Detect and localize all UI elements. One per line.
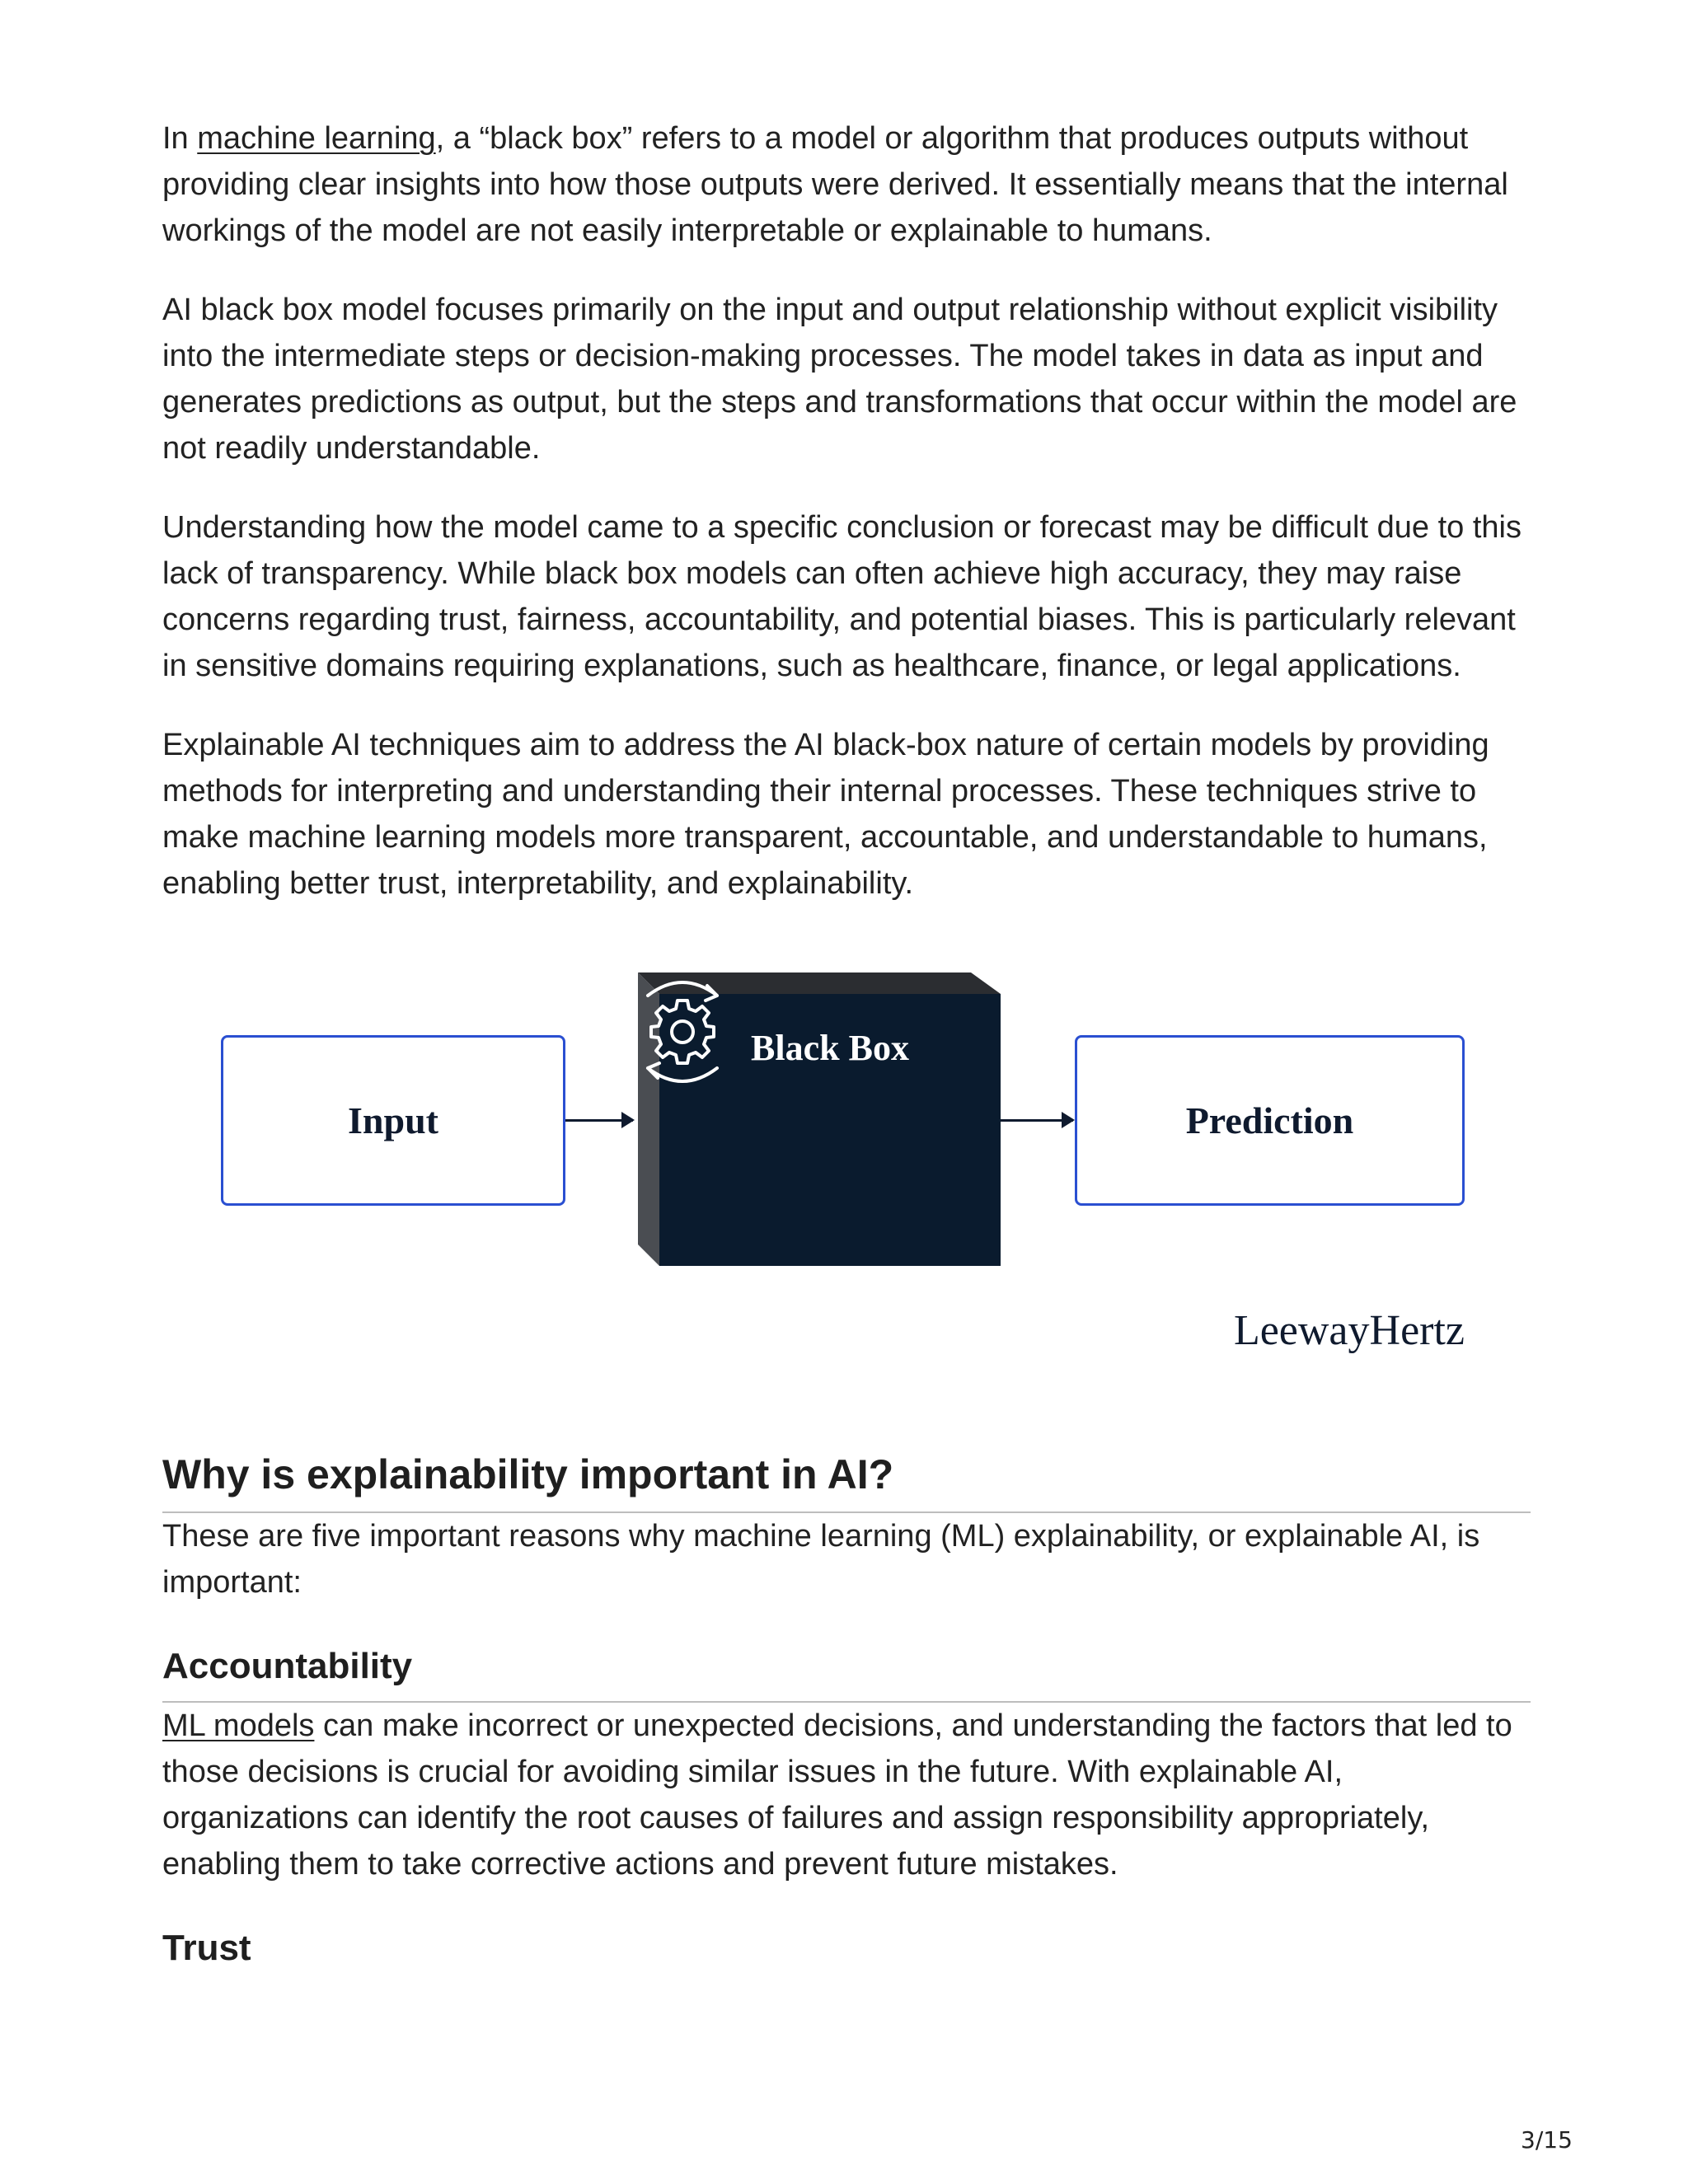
black-box-cube	[638, 972, 1001, 1266]
trust-heading: Trust	[162, 1928, 251, 1968]
accountability-text: can make incorrect or unexpected decisions, and understanding the factors that led to those decisions is crucial for avoiding similar issues in the future. With explainable AI, organizations can identify the root causes of failures and assign responsibility appropriately, enabling them to take corrective actions and prevent future mistakes.	[162, 1708, 1512, 1882]
prediction-box	[1075, 1035, 1465, 1206]
prediction-label: Prediction	[1185, 1099, 1354, 1141]
black-box-diagram	[162, 972, 1531, 1385]
paragraph-input-output: AI black box model focuses primarily on the input and output relationship without explicit visibility into the intermediate steps or decision-making processes. The model takes in data as input and generates predictions as output, but the steps and transformations that occur within the model are not readily understandable.	[162, 293, 1517, 466]
accountability-heading: Accountability	[162, 1643, 1531, 1703]
paragraph-text: , a “black box” refers to a model or algorithm that produces outputs without providing clear insights into how those outputs were derived. It essentially means that the internal workings of the model are not easily interpretable or explainable to humans.	[162, 121, 1508, 248]
ml-models-link[interactable]: ML models	[162, 1708, 315, 1743]
section-intro: These are five important reasons why machine learning (ML) explainability, or explainable AI, is important:	[162, 1519, 1480, 1600]
paragraph-black-box-definition	[162, 115, 1531, 254]
gear-cycle-icon	[638, 972, 727, 1091]
arrow-blackbox-to-prediction	[1001, 1119, 1073, 1122]
page-number: 3/15	[1521, 2126, 1573, 2154]
input-box	[221, 1035, 565, 1206]
article-content	[162, 115, 1531, 1983]
paragraph-text: In	[162, 121, 198, 156]
accountability-paragraph	[162, 1703, 1531, 1887]
machine-learning-link[interactable]: machine learning	[197, 121, 436, 156]
black-box-label: Black Box	[751, 1028, 909, 1068]
paragraph-transparency: Understanding how the model came to a specific conclusion or forecast may be difficult due to this lack of transparency. While black box models can often achieve high accuracy, they may raise concerns regarding trust, fairness, accountability, and potential biases. This is particularly relevant in sensitive domains requiring explanations, such as healthcare, finance, or legal applications.	[162, 510, 1522, 683]
arrow-input-to-blackbox	[565, 1119, 633, 1122]
brand-logo-text: LeewayHertz	[1233, 1307, 1465, 1354]
paragraph-explainable-ai: Explainable AI techniques aim to address the AI black-box nature of certain models by providing methods for interpreting and understanding their internal processes. These techniques strive to make machine learning models more transparent, accountable, and understandable to humans, enabling better trust, interpretability, and explainability.	[162, 728, 1489, 901]
input-label: Input	[348, 1099, 438, 1141]
section-heading: Why is explainability important in AI?	[162, 1449, 1531, 1513]
